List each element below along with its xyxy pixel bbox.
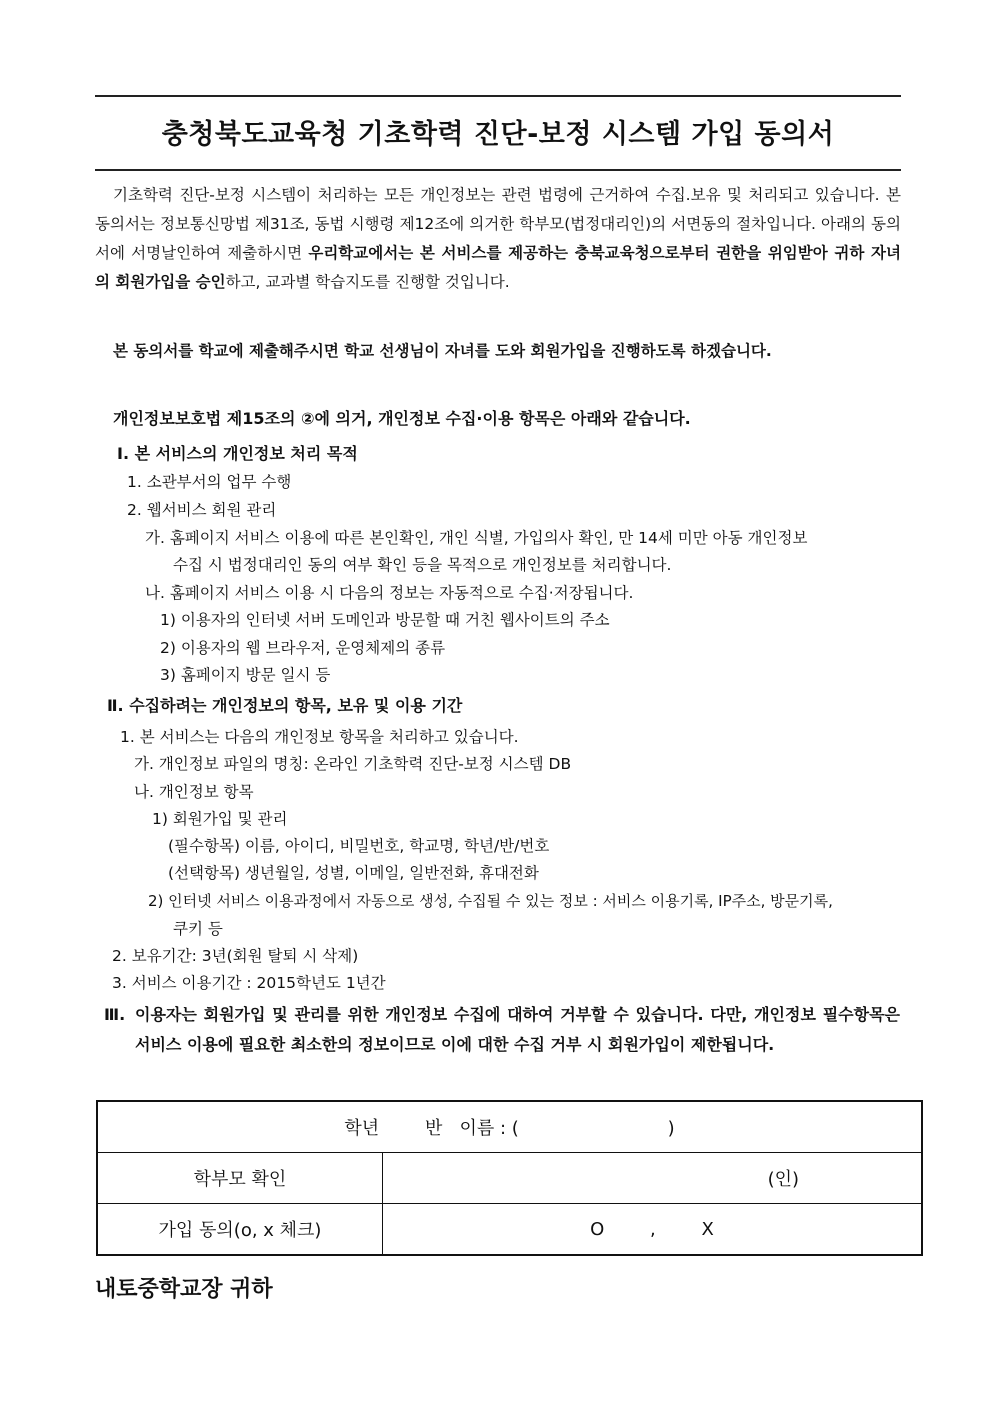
section-2-item-2: 2. 보유기간: 3년(회원 탈퇴 시 삭제) — [112, 947, 359, 965]
form-row-consent — [97, 1204, 922, 1256]
top-rule — [95, 95, 901, 97]
title-rule — [95, 169, 901, 171]
section-2-ga: 가. 개인정보 파일의 명칭: 온라인 기초학력 진단-보정 시스템 DB — [134, 755, 572, 773]
section-1-item-2-ga-cont: 수집 시 법정대리인 동의 여부 확인 등을 목적으로 개인정보를 처리합니다. — [173, 556, 672, 574]
section-3-text: 이용자는 회원가입 및 관리를 위한 개인정보 수집에 대하여 거부할 수 있습니다. 다만, 개인정보 필수항목은 서비스 이용에 필요한 최소한의 정보이므로 이에 대한 수집 거부 시 회원가입이 제한됩니다. — [135, 1005, 900, 1054]
parent-confirm-label: 학부모 확인 — [97, 1153, 383, 1204]
intro-text-a: 기초학력 진단-보정 시스템이 처리하는 모든 개인정보는 관련 법령에 근거하여 수집.보유 및 처리되고 있습니다. 본 동의서는 정보통신망법 제31조, 동법 시행령 제12조에 의거한 학부모(법정대리인)의 서면동의 절차입니다. 아래의 동의서에 서명날인하여 제출하시면 — [95, 186, 901, 262]
student-name-field[interactable]: 학년 반 이름 : ( ) — [97, 1101, 922, 1153]
section-2-heading: Ⅱ. 수집하려는 개인정보의 항목, 보유 및 이용 기간 — [107, 696, 463, 715]
section-2-optional: (선택항목) 생년월일, 성별, 이메일, 일반전화, 휴대전화 — [168, 864, 539, 882]
section-1-item-2-na: 나. 홈페이지 서비스 이용 시 다음의 정보는 자동적으로 수집·저장됩니다. — [145, 584, 634, 602]
section-3-number: Ⅲ. — [104, 1005, 126, 1024]
parent-seal-field[interactable]: (인) — [383, 1153, 923, 1204]
section-1-sub-2: 2) 이용자의 웹 브라우저, 운영체제의 종류 — [160, 639, 446, 657]
intro-paragraph-3: 개인정보보호법 제15조의 ②에 의거, 개인정보 수집·이용 항목은 아래와 같습니다. — [113, 409, 691, 428]
intro-paragraph-2: 본 동의서를 학교에 제출해주시면 학교 선생님이 자녀를 도와 회원가입을 진행하도록 하겠습니다. — [113, 342, 772, 360]
intro-text-bold: 우리학교에서는 본 서비스를 제공하는 충북교육청으로부터 권한을 위임받아 귀하 자녀의 회원가입을 승인 — [95, 244, 902, 291]
section-1-item-2: 2. 웹서비스 회원 관리 — [127, 501, 277, 519]
section-2-sub-2-cont: 쿠키 등 — [173, 920, 223, 938]
section-1-heading: Ⅰ. 본 서비스의 개인정보 처리 목적 — [117, 444, 358, 463]
intro-paragraph-1 — [95, 181, 901, 297]
consent-form-table — [96, 1100, 923, 1256]
closing-addressee: 내토중학교장 귀하 — [95, 1277, 273, 1302]
form-row-name — [97, 1101, 922, 1153]
section-2-sub-2: 2) 인터넷 서비스 이용과정에서 자동으로 생성, 수집될 수 있는 정보 : 서비스 이용기록, IP주소, 방문기록, — [148, 892, 833, 910]
section-1-sub-3: 3) 홈페이지 방문 일시 등 — [160, 666, 331, 684]
section-2-item-3: 3. 서비스 이용기간 : 2015학년도 1년간 — [112, 974, 386, 992]
section-2-sub-1: 1) 회원가입 및 관리 — [152, 810, 288, 828]
section-2-item-1: 1. 본 서비스는 다음의 개인정보 항목을 처리하고 있습니다. — [120, 728, 519, 746]
intro-text-b: 하고, 교과별 학습지도를 진행할 것입니다. — [225, 273, 510, 291]
section-2-na: 나. 개인정보 항목 — [134, 783, 254, 801]
form-row-parent — [97, 1153, 922, 1204]
consent-check-field[interactable]: O , X — [383, 1204, 923, 1256]
section-1-item-2-ga: 가. 홈페이지 서비스 이용에 따른 본인확인, 개인 식별, 가입의사 확인, 만 14세 미만 아동 개인정보 — [145, 529, 808, 547]
consent-label: 가입 동의(o, x 체크) — [97, 1204, 383, 1256]
section-2-required: (필수항목) 이름, 아이디, 비밀번호, 학교명, 학년/반/번호 — [168, 837, 550, 855]
section-1-sub-1: 1) 이용자의 인터넷 서버 도메인과 방문할 때 거친 웹사이트의 주소 — [160, 611, 610, 629]
document-title: 충청북도교육청 기초학력 진단-보정 시스템 가입 동의서 — [161, 119, 835, 150]
section-1-item-1: 1. 소관부서의 업무 수행 — [127, 473, 292, 491]
